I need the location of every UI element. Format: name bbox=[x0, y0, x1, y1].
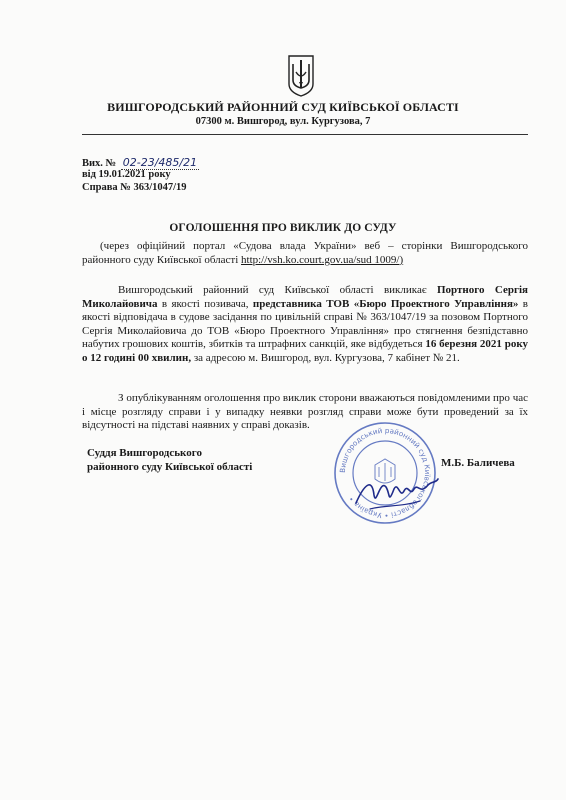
notice-paragraph: З опублікуванням оголошення про виклик сторони вважаються повідомленими про час і місце розгляду справи і у випадку неявки розгляд справи може бути проведений за їх відсутності на підставі наявних у справі доказів. bbox=[82, 392, 528, 432]
outgoing-number-line bbox=[82, 156, 199, 170]
court-name: ВИШГОРОДСЬКИЙ РАЙОННИЙ СУД КИЇВСЬКОЇ ОБЛАСТІ bbox=[107, 100, 459, 114]
main-text-3: в якості відповідача в судове засідання по цивільній справі № 363/1047/19 за позовом Портного Сергія Миколайовича до ТОВ «Бюро Проектного Управління» про стягнення безпідставно набутих грошових коштів, збитків та штрафних санкцій, яке відбудеться bbox=[82, 297, 528, 351]
ukraine-trident-emblem-icon bbox=[286, 54, 316, 98]
main-text-1: Вишгородський районний суд Київської області викликає bbox=[118, 284, 437, 296]
portal-note bbox=[82, 240, 528, 267]
case-number: Справа № 363/1047/19 bbox=[82, 182, 187, 193]
portal-link[interactable]: http://vsh.ko.court.gov.ua/sud 1009/) bbox=[241, 253, 404, 266]
outgoing-prefix: Вих. № bbox=[82, 158, 117, 169]
document-title: ОГОЛОШЕННЯ ПРО ВИКЛИК ДО СУДУ bbox=[169, 222, 397, 234]
main-text-4: за адресою м. Вишгород, вул. Кургузова, 7 кабінет № 21. bbox=[191, 351, 460, 364]
main-paragraph bbox=[82, 284, 528, 366]
main-text-2: в якості позивача, bbox=[157, 297, 253, 310]
court-address: 07300 м. Вишгород, вул. Кургузова, 7 bbox=[195, 116, 371, 127]
outgoing-number-handwritten: 02-23/485/21 bbox=[122, 156, 198, 169]
portal-note-text: (через офіційний портал «Судова влада України» веб – сторінки Вишгородського районного суду Київської області bbox=[82, 240, 528, 266]
document-date: від 19.01.2021 року bbox=[82, 169, 171, 180]
handwritten-signature bbox=[350, 465, 440, 515]
hearing-datetime: 16 березня 2021 року о 12 годині 00 хвилин, bbox=[82, 338, 528, 364]
judge-title bbox=[87, 446, 252, 474]
judge-name: М.Б. Баличева bbox=[441, 457, 515, 469]
judge-title-line-1: Суддя Вишгородського bbox=[87, 447, 202, 459]
defendant-representative: представника ТОВ «Бюро Проектного Управління» bbox=[252, 297, 519, 310]
plaintiff-name: Портного Сергія Миколайовича bbox=[82, 284, 528, 310]
stamp-text: Вишгородський районний суд Київської області • Україна • bbox=[337, 425, 433, 521]
judge-title-line-2: районного суду Київської області bbox=[87, 461, 253, 473]
header-divider bbox=[82, 134, 528, 135]
